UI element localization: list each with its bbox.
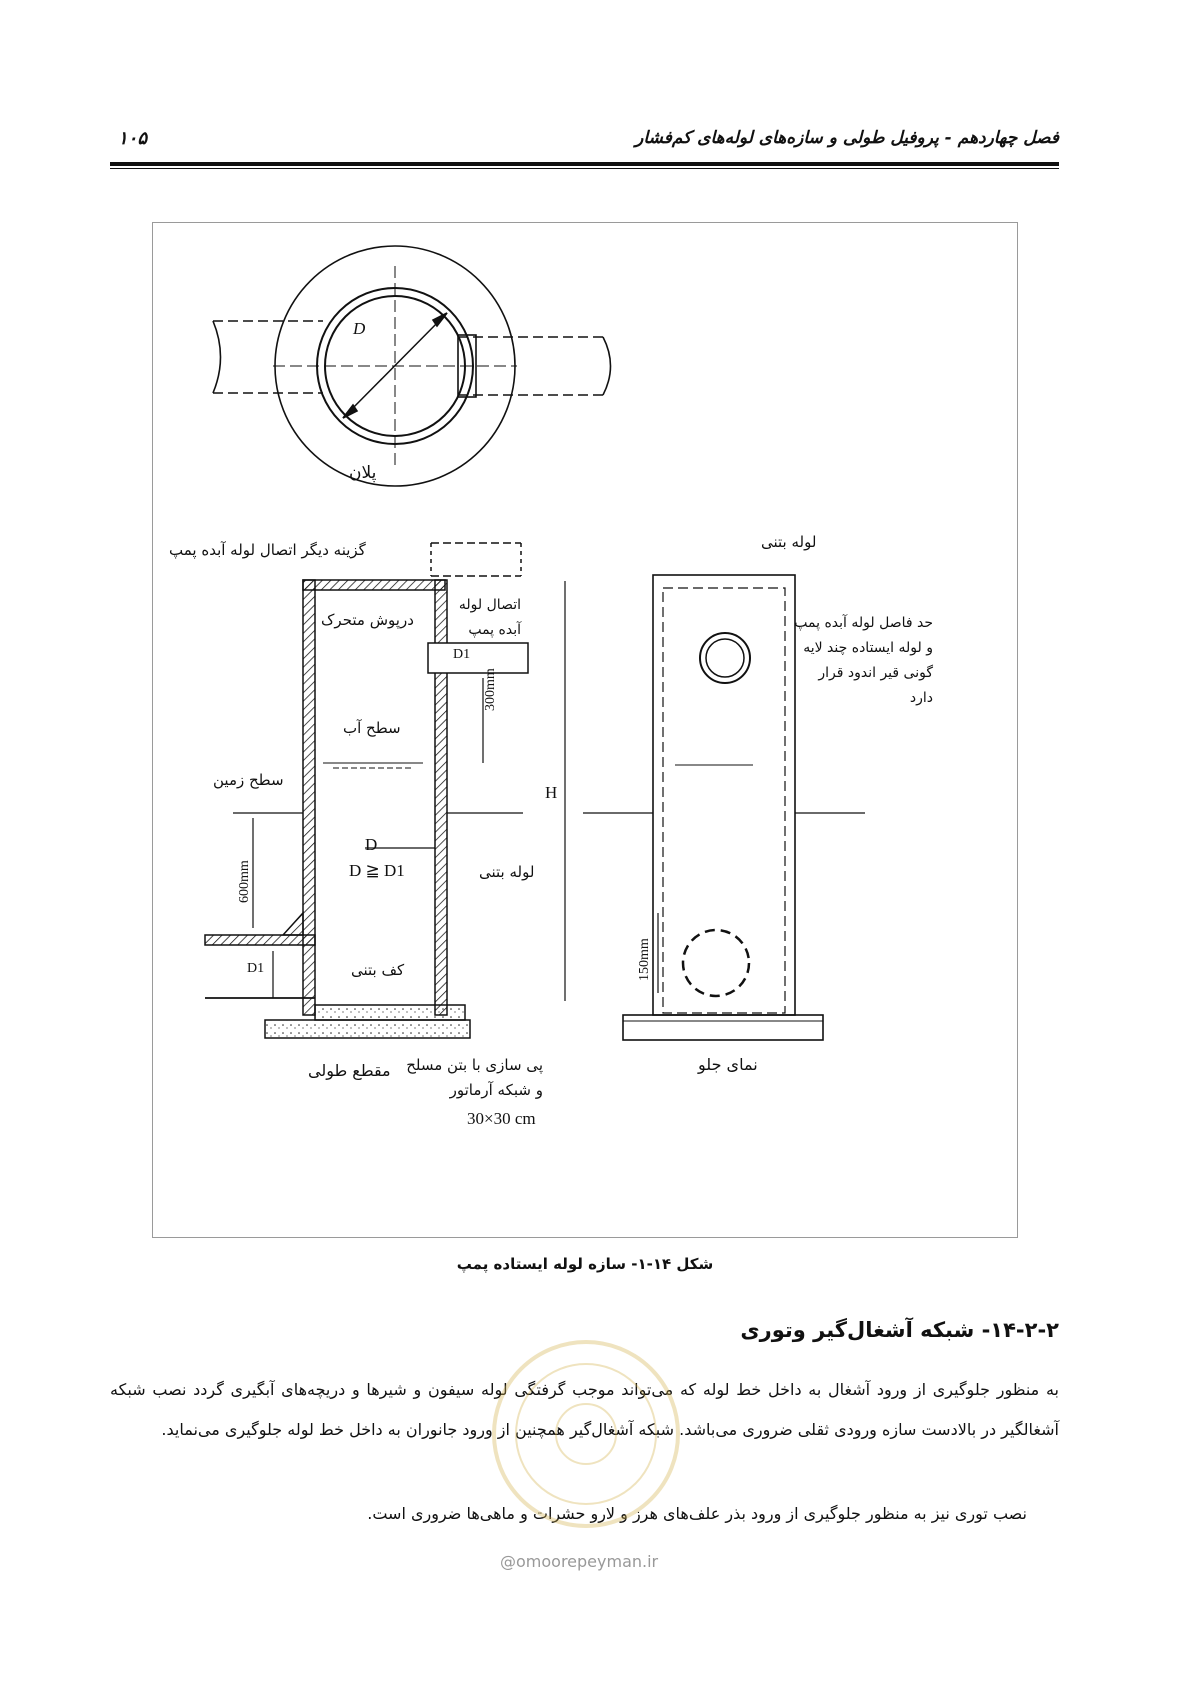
plan-arrow-1 [343, 405, 357, 418]
plan-label: پلان [349, 463, 377, 483]
foundation-label: پی سازی با بتن مسلح و شبکه آرماتور [406, 1056, 543, 1099]
front-pipe-outer [700, 633, 750, 683]
engineering-drawing [153, 223, 1019, 1239]
header-rule-thick [110, 162, 1059, 166]
bottom-pipe-haunch [283, 913, 303, 935]
d-label: D [365, 835, 378, 854]
top-wall [303, 580, 445, 590]
ground-level-label: سطح زمین [213, 771, 284, 789]
d1-bottom-label: D1 [247, 961, 265, 976]
joint-note-label: حد فاصل لوله آبده پمپ و لوله ایستاده چند لایه گونی قیر اندود قرار دارد [794, 615, 933, 706]
pump-pipe-connection-label: اتصال لوله آبده پمپ [458, 597, 521, 638]
front-view-label: نمای جلو [698, 1055, 758, 1074]
page-number: ۱۰۵ [118, 128, 148, 149]
left-wall [303, 580, 315, 1015]
front-bottom-pipe [683, 930, 749, 996]
plan-right-pipe-end [603, 337, 611, 395]
chapter-title: فصل چهاردهم - پروفیل طولی و سازه‌های لوله‌های کم‌فشار [635, 128, 1059, 148]
h-label: H [545, 783, 558, 802]
plan-d-label: D [353, 319, 366, 338]
figure-box [152, 222, 1018, 1238]
front-pipe-inner [706, 639, 744, 677]
watermark-seal-icon [486, 1334, 686, 1534]
dim-600-label: 600mm [237, 860, 252, 903]
plan-arrow-2 [433, 313, 447, 326]
d-relation-label: D ≧ D1 [349, 861, 405, 880]
plan-left-pipe [213, 321, 323, 393]
section-heading: ۱۴-۲-۲- شبکه آشغال‌گیر وتوری [740, 1318, 1059, 1342]
longitudinal-section-label: مقطع طولی [308, 1061, 391, 1080]
bottom-pipe-top [205, 935, 315, 945]
d1-top-label: D1 [453, 647, 471, 662]
movable-cover-label: درپوش متحرک [321, 611, 414, 629]
pump-pipe-stub [428, 643, 528, 673]
header-rule-thin [110, 168, 1059, 169]
front-outer [653, 575, 795, 1015]
foundation-block [265, 1020, 470, 1038]
concrete-pipe-side-label: لوله بتنی [479, 863, 535, 881]
paragraph-2: نصب توری نیز به منظور جلوگیری از ورود بذر علف‌های هرز و لارو حشرات و ماهی‌ها ضروری است. [367, 1504, 1027, 1523]
concrete-floor [315, 1005, 465, 1020]
alt-connection-label: گزینه دیگر اتصال لوله آبده پمپ [169, 541, 366, 559]
paragraph-1: به منظور جلوگیری از ورود آشغال به داخل خط لوله که می‌تواند موجب گرفتگی لوله سیفون و شیرها و دریچه‌های آبگیری گردد نصب شبکه آشغالگیر در بالادست سازه ورودی ثقلی ضروری می‌باشد. شبکه آشغال‌گیر همچنین از ورود جانوران به داخل خط لوله جلوگیری می‌نماید. [110, 1380, 1059, 1439]
front-foundation [623, 1015, 823, 1040]
figure-caption: شکل ۱۴-۱- سازه لوله ایستاده پمپ [456, 1255, 714, 1273]
concrete-floor-label: کف بتنی [351, 961, 405, 979]
page-header [110, 128, 1059, 158]
alt-pipe-ends [431, 543, 521, 576]
watermark-url: @omoorepeyman.ir [500, 1552, 659, 1571]
concrete-pipe-front-label: لوله بتنی [761, 533, 817, 551]
plan-view [213, 246, 611, 486]
foundation-size-label: 30×30 cm [467, 1109, 536, 1128]
alt-pipe-dashed [431, 543, 521, 576]
plan-left-pipe-end [213, 321, 221, 393]
dim-150-label: 150mm [637, 938, 652, 981]
front-inner-dashed [663, 588, 785, 1013]
dim-300-label: 300mm [483, 668, 498, 711]
water-level-label: سطح آب [343, 719, 401, 737]
